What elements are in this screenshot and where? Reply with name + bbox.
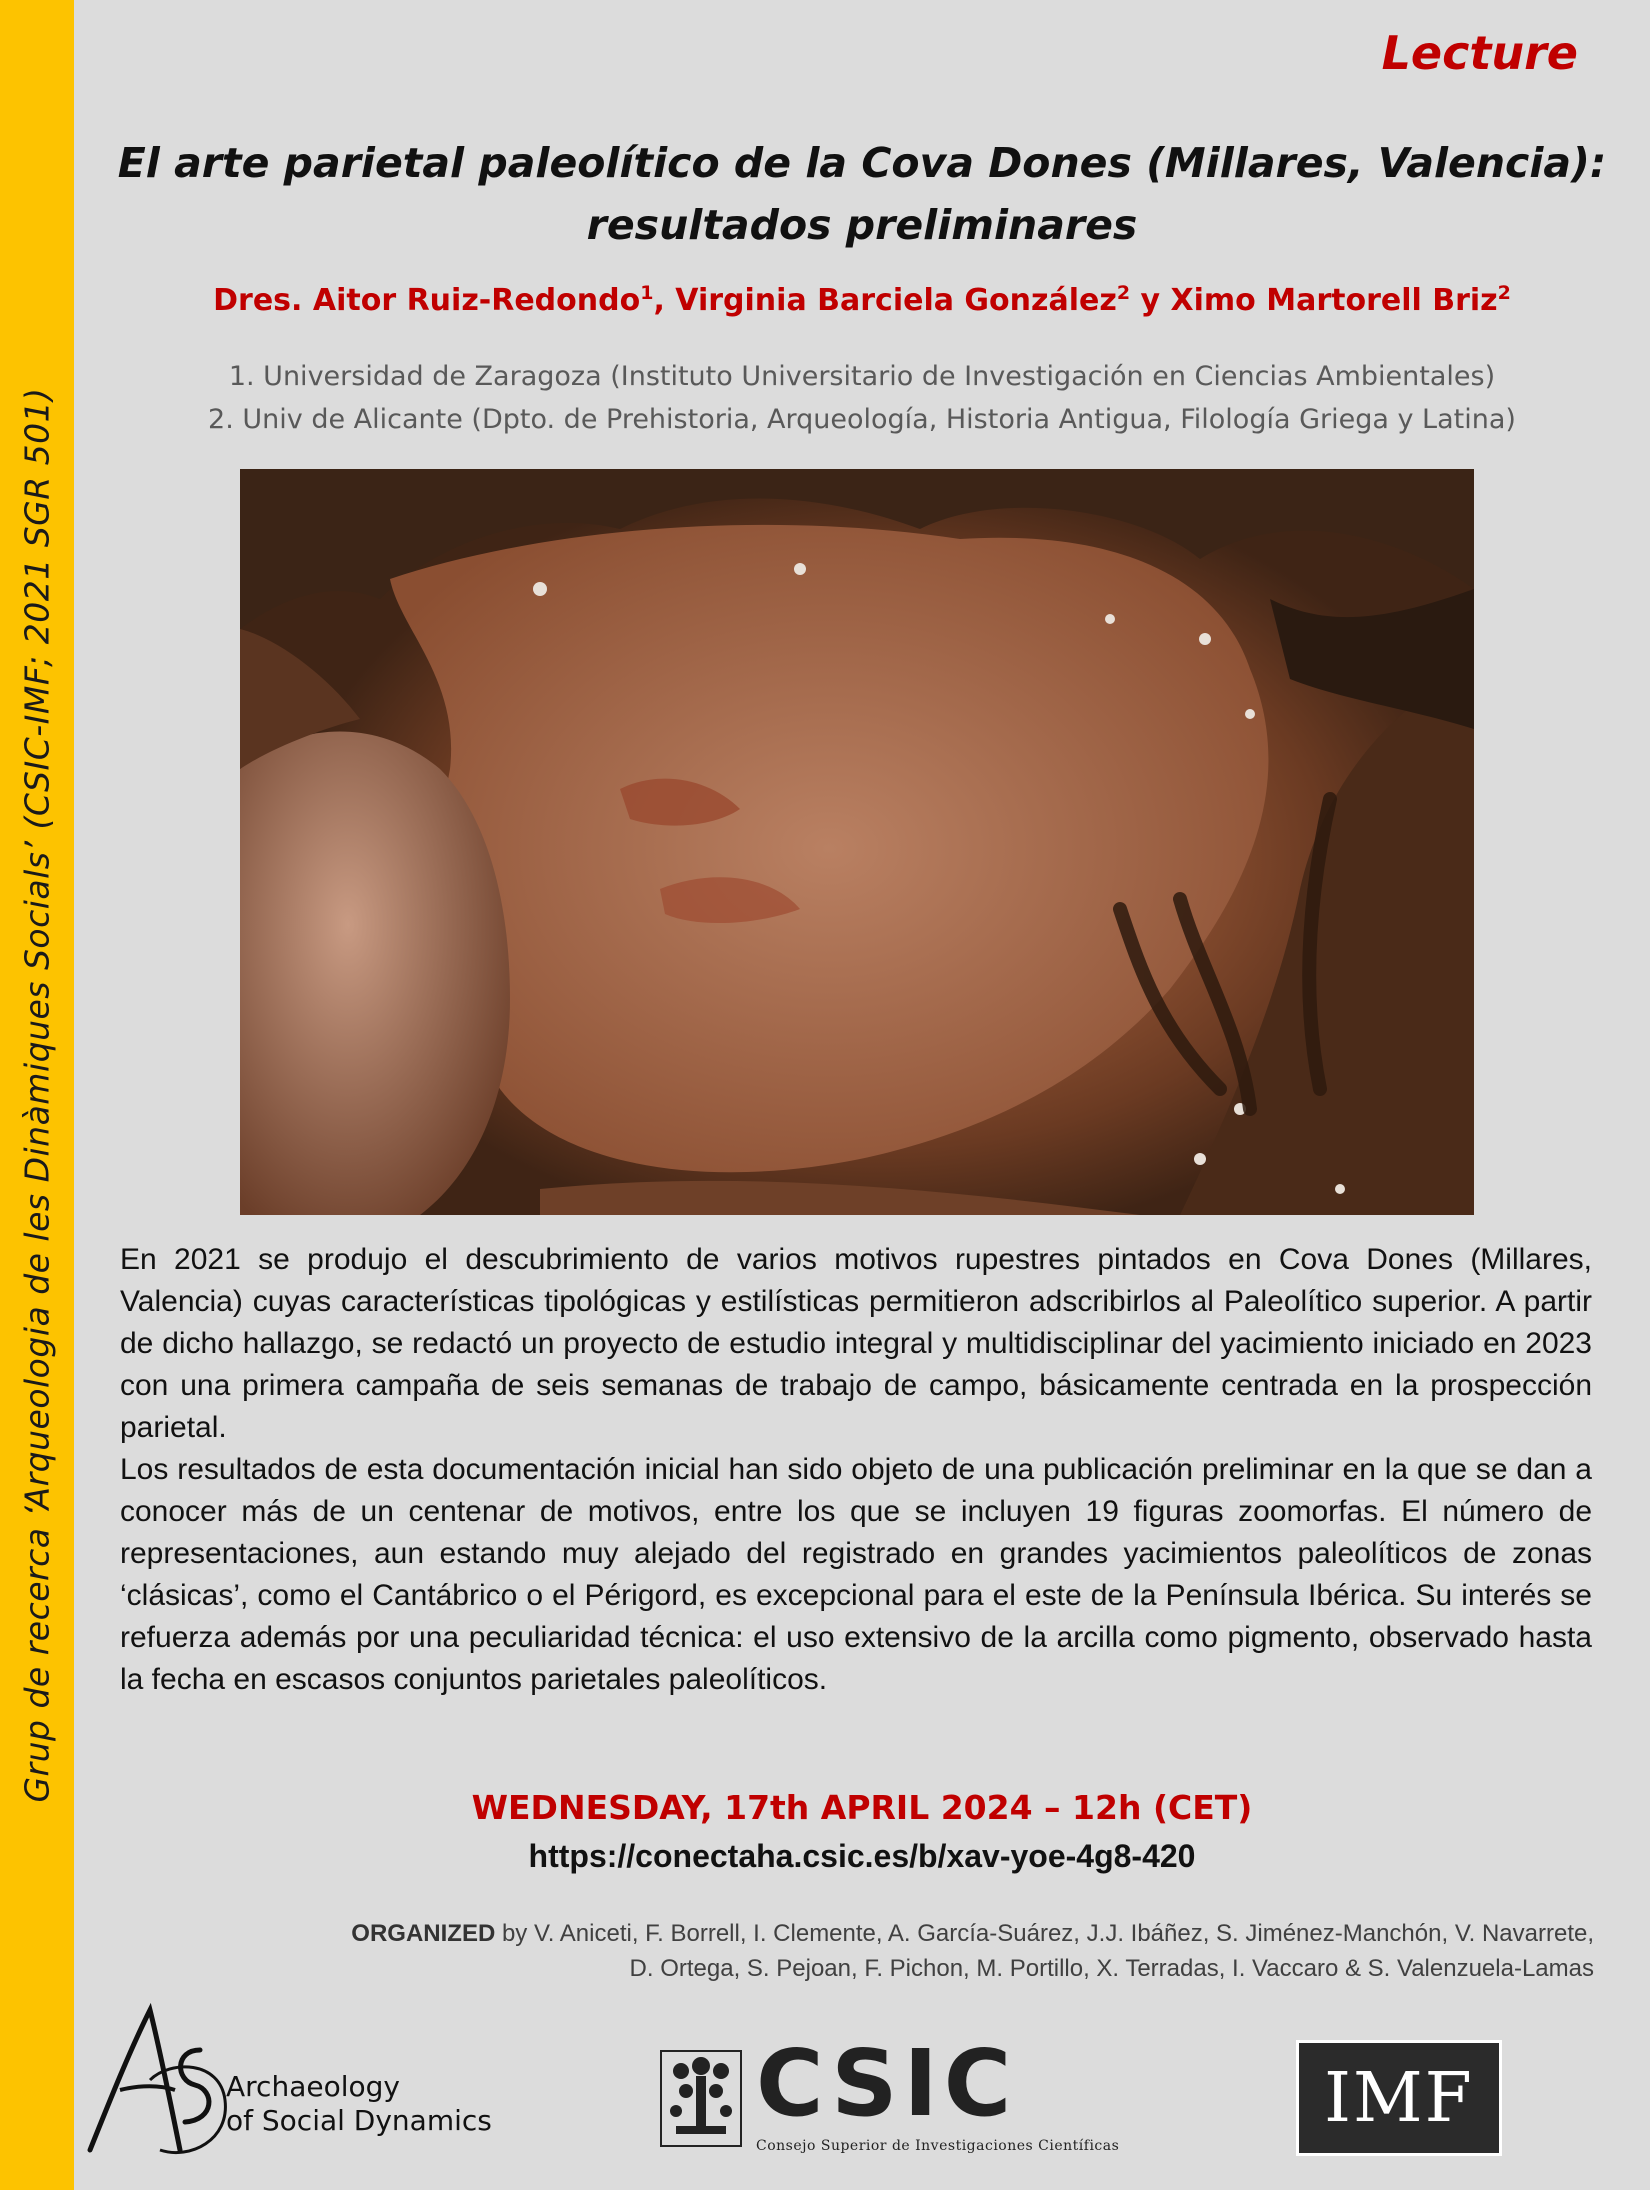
event-date: WEDNESDAY, 17th APRIL 2024 – 12h (CET) [471, 1788, 1253, 1827]
csic-emblem-icon [656, 2046, 746, 2156]
csic-logo [656, 2030, 1126, 2170]
abstract [120, 1239, 1592, 1701]
affiliation-1: 1. Universidad de Zaragoza (Instituto Universitario de Investigación en Ciencias Ambientales) [228, 361, 1496, 392]
lecture-label: Lecture [1381, 26, 1578, 80]
title-line-2: resultados preliminares [586, 201, 1138, 249]
organized-label: ORGANIZED [351, 1920, 496, 1947]
imf-wordmark: IMF [1324, 2058, 1474, 2138]
lecture-title [94, 132, 1630, 256]
asd-name [226, 2070, 492, 2138]
csic-fullname: Consejo Superior de Investigaciones Científicas [756, 2138, 1120, 2154]
asd-name-line-1: Archaeology [226, 2070, 400, 2103]
cave-wall-illustration [240, 469, 1474, 1215]
affiliation-2: 2. Univ de Alicante (Dpto. de Prehistoria, Arqueología, Historia Antigua, Filología Griega y Latina) [208, 404, 1516, 435]
csic-wordmark: CSIC [756, 2030, 1018, 2137]
author-1-affil: 1 [640, 282, 654, 304]
asd-logo [80, 1990, 500, 2170]
organizers [174, 1916, 1594, 1986]
author-1: Dres. Aitor Ruiz-Redondo [213, 283, 641, 318]
author-3: y Ximo Martorell Briz [1130, 283, 1498, 318]
asd-monogram-icon [80, 1990, 230, 2170]
organizers-names-1: by V. Aniceti, F. Borrell, I. Clemente, A. García-Suárez, J.J. Ibáñez, S. Jiménez-Manchón, V. Navarrete, [495, 1920, 1594, 1947]
imf-logo [1296, 2040, 1502, 2156]
abstract-paragraph-2: Los resultados de esta documentación inicial han sido objeto de una publicación preliminar en la que se dan a conocer más de un centenar de motivos, entre los que se incluyen 19 figuras zoomorfas. El número de representaciones, aun estando muy alejado del registrado en grandes yacimientos paleolíticos de zonas ‘clásicas’, como el Cantábrico o el Périgord, es excepcional para el este de la Península Ibérica. Su interés se refuerza además por una peculiaridad técnica: el uso extensivo de la arcilla como pigmento, observado hasta la fecha en escasos conjuntos parietales paleolíticos. [120, 1453, 1592, 1696]
authors [94, 282, 1630, 318]
organizers-line-1 [174, 1916, 1594, 1951]
sidebar-band [0, 0, 74, 2190]
author-2: , Virginia Barciela González [653, 283, 1117, 318]
organizers-names-2: D. Ortega, S. Pejoan, F. Pichon, M. Portillo, X. Terradas, I. Vaccaro & S. Valenzuela-Lamas [629, 1955, 1594, 1982]
title-line-1: El arte parietal paleolítico de la Cova Dones (Millares, Valencia): [117, 139, 1607, 187]
asd-name-line-2: of Social Dynamics [226, 2104, 492, 2137]
author-3-affil: 2 [1497, 282, 1511, 304]
poster-panel [74, 0, 1650, 2190]
event-link[interactable]: https://conectaha.csic.es/b/xav-yoe-4g8-420 [528, 1838, 1196, 1874]
sidebar-group-name: Grup de recerca ‘Arqueologia de les Dinàmiques Socials’ (CSIC-IMF; 2021 SGR 501) [17, 387, 57, 1803]
cave-art-photo [240, 469, 1474, 1215]
author-2-affil: 2 [1116, 282, 1131, 304]
abstract-paragraph-1: En 2021 se produjo el descubrimiento de varios motivos rupestres pintados en Cova Dones (Millares, Valencia) cuyas características tipológicas y estilísticas permitieron adscribirlos al Paleolítico superior. A partir de dicho hallazgo, se redactó un proyecto de estudio integral y multidisciplinar del yacimiento iniciado en 2023 con una primera campaña de seis semanas de trabajo de campo, básicamente centrada en la prospección parietal. [120, 1243, 1592, 1444]
